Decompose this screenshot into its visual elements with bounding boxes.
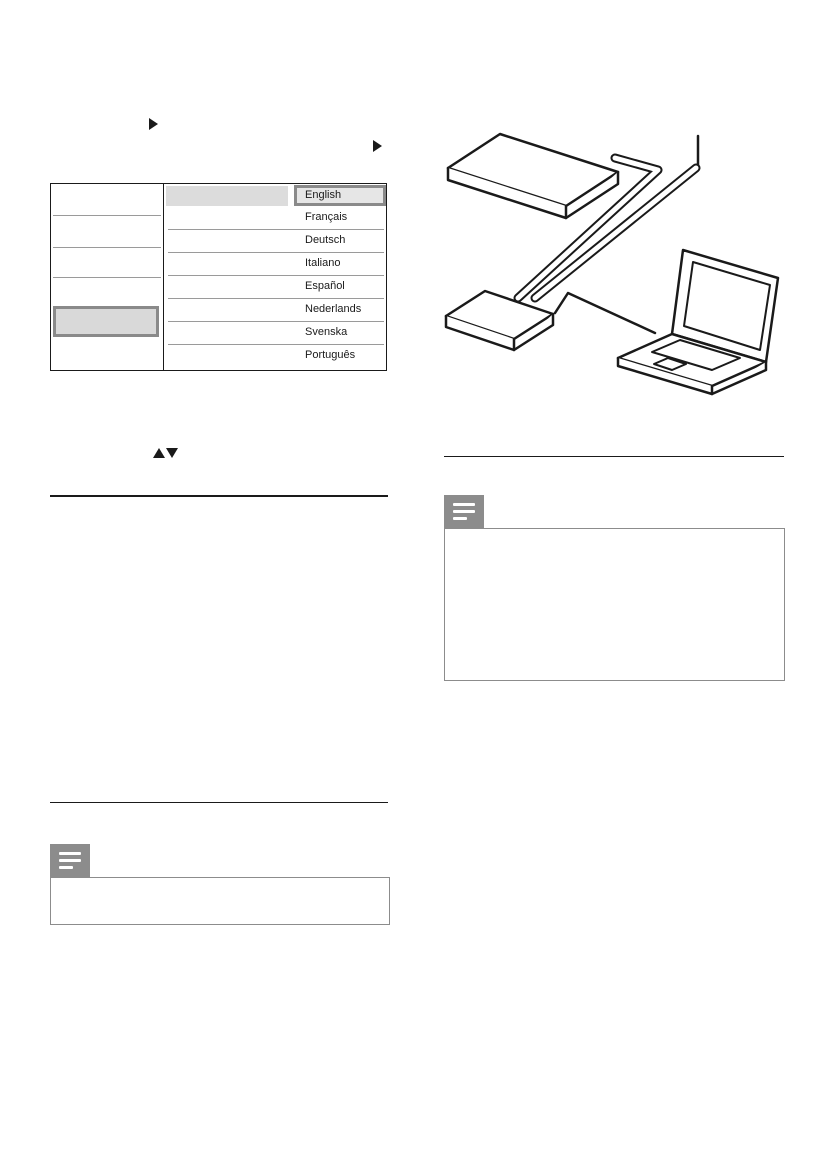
language-label: Svenska: [305, 326, 348, 338]
language-option-italiano[interactable]: [168, 253, 384, 276]
note-box: [50, 877, 390, 925]
language-option-espanol[interactable]: [168, 276, 384, 299]
language-label: Italiano: [305, 257, 341, 269]
language-option-deutsch[interactable]: [168, 230, 384, 253]
section-rule: [444, 456, 784, 457]
language-label: English: [305, 189, 342, 201]
menu-divider: [53, 215, 161, 216]
language-option-english[interactable]: [168, 184, 384, 207]
menu-divider: [53, 277, 161, 278]
section-rule: [50, 495, 388, 497]
language-label: Português: [305, 349, 356, 361]
menu-right-panel: [164, 184, 386, 370]
language-label: Deutsch: [305, 234, 346, 246]
section-rule: [50, 802, 388, 803]
up-down-arrow-icon: [153, 447, 181, 459]
language-label: Nederlands: [305, 303, 362, 315]
play-arrow-icon: [373, 140, 382, 152]
language-menu: [50, 183, 387, 371]
note-icon: [444, 495, 484, 529]
menu-divider: [53, 247, 161, 248]
menu-left-panel: [51, 184, 164, 370]
note-icon: [50, 844, 90, 878]
language-option-portugues[interactable]: [168, 345, 384, 368]
network-connection-diagram: [440, 128, 790, 396]
language-option-francais[interactable]: [168, 207, 384, 230]
language-label: Español: [305, 280, 345, 292]
language-option-svenska[interactable]: [168, 322, 384, 345]
menu-left-selected-item[interactable]: [53, 306, 159, 337]
play-arrow-icon: [149, 118, 158, 130]
language-option-nederlands[interactable]: [168, 299, 384, 322]
language-label: Français: [305, 211, 348, 223]
note-box: [444, 528, 785, 681]
